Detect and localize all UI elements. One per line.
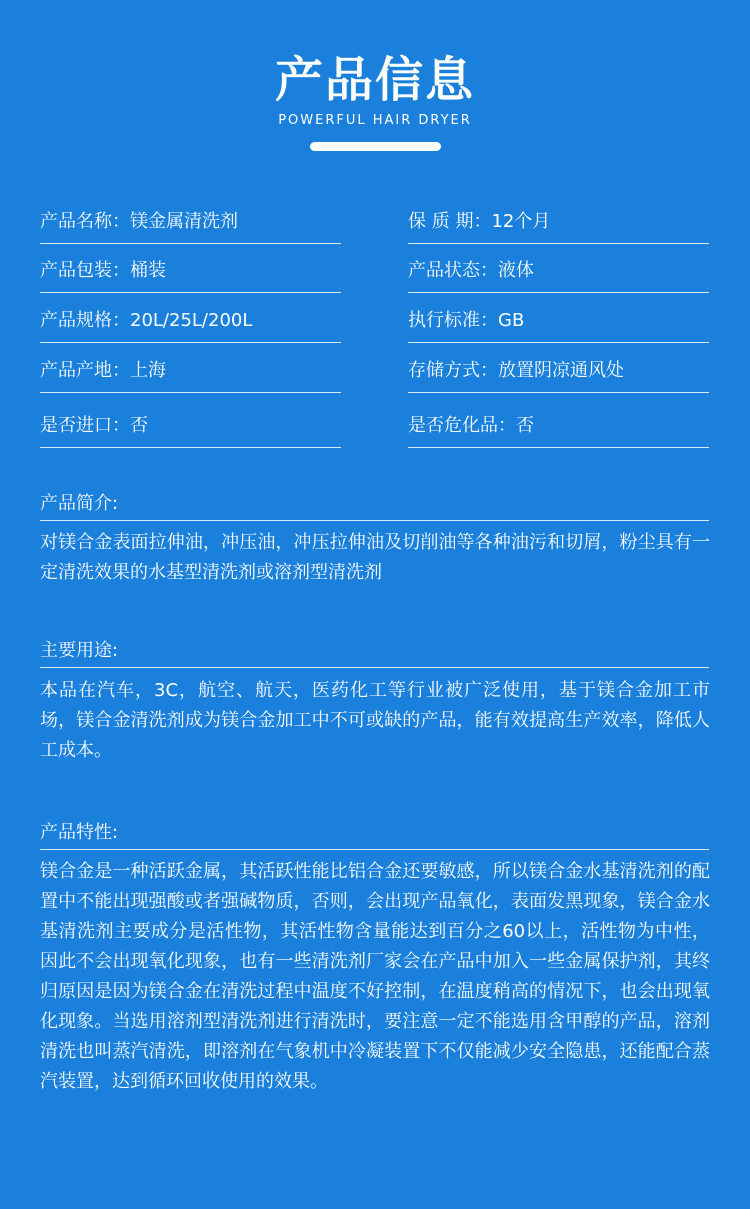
spec-origin — [40, 357, 341, 393]
spec-label: 产品产地： — [40, 360, 130, 381]
spec-shelf-life — [408, 208, 709, 244]
spec-label: 是否进口： — [40, 415, 130, 436]
spec-label: 保 质 期： — [408, 211, 492, 232]
spec-state — [408, 257, 709, 293]
spec-product-name — [40, 208, 341, 244]
spec-value: 桶装 — [130, 260, 166, 281]
spec-value: 20L/25L/200L — [130, 310, 253, 331]
spec-hazardous — [408, 412, 709, 448]
spec-label: 执行标准： — [408, 310, 498, 331]
spec-value: GB — [498, 310, 525, 331]
intro-heading: 产品简介: — [40, 490, 709, 521]
spec-value: 镁金属清洗剂 — [130, 211, 238, 232]
spec-storage — [408, 357, 709, 393]
title-underline-bar — [310, 142, 441, 151]
spec-value: 否 — [516, 415, 534, 436]
spec-standard — [408, 307, 709, 343]
intro-text: 对镁合金表面拉伸油，冲压油，冲压拉伸油及切削油等各种油污和切屑，粉尘具有一定清洗效果的水基型清洗剂或溶剂型清洗剂 — [40, 532, 710, 583]
features-text: 镁合金是一种活跃金属，其活跃性能比铝合金还要敏感，所以镁合金水基清洗剂的配置中不能出现强酸或者强碱物质，否则，会出现产品氧化，表面发黑现象，镁合金水基清洗剂主要成分是活性物，其活性物含量能达到百分之60以上，活性物为中性，因此不会出现氧化现象，也有一些清洗剂厂家会在产品中加入一些金属保护剂，其终归原因是因为镁合金在清洗过程中温度不好控制，在温度稍高的情况下，也会出现氧化现象。当选用溶剂型清洗剂进行清洗时，要注意一定不能选用含甲醇的产品，溶剂清洗也叫蒸汽清洗，即溶剂在气象机中冷凝装置下不仅能减少安全隐患，还能配合蒸汽装置，达到循环回收使用的效果。 — [40, 861, 710, 1092]
spec-size — [40, 307, 341, 343]
spec-label: 是否危化品： — [408, 415, 516, 436]
usage-text: 本品在汽车，3C，航空、航天，医药化工等行业被广泛使用，基于镁合金加工市场，镁合金清洗剂成为镁合金加工中不可或缺的产品，能有效提高生产效率，降低人工成本。 — [40, 680, 710, 761]
features-heading: 产品特性: — [40, 819, 709, 850]
spec-value: 否 — [130, 415, 148, 436]
spec-value: 放置阴凉通风处 — [498, 360, 624, 381]
spec-label: 产品名称： — [40, 211, 130, 232]
spec-label: 产品包装： — [40, 260, 130, 281]
spec-value: 液体 — [498, 260, 534, 281]
spec-label: 产品状态： — [408, 260, 498, 281]
spec-label: 存储方式： — [408, 360, 498, 381]
spec-package — [40, 257, 341, 293]
page-subtitle: POWERFUL HAIR DRYER — [278, 113, 472, 128]
spec-label: 产品规格： — [40, 310, 130, 331]
page-title: 产品信息 — [274, 52, 475, 108]
spec-value: 12个月 — [491, 211, 551, 232]
spec-value: 上海 — [130, 360, 166, 381]
usage-heading: 主要用途: — [40, 637, 709, 668]
spec-imported — [40, 412, 341, 448]
